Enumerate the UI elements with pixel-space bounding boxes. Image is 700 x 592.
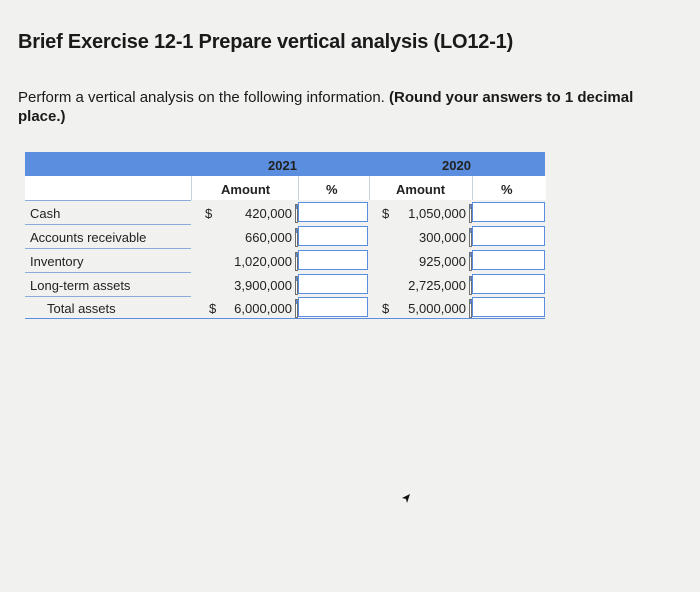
- row-divider: [25, 224, 191, 225]
- dollar-sign: $: [209, 301, 217, 316]
- pct-input-2020-accounts-receivable[interactable]: [472, 226, 545, 246]
- row-divider: [25, 248, 191, 249]
- amount-2020-long-term-assets: 2,725,000: [408, 278, 466, 293]
- amount-header-2020: Amount: [396, 182, 446, 197]
- instructions-text: Perform a vertical analysis on the following information.: [18, 89, 390, 106]
- row-divider: [25, 296, 191, 297]
- amount-2020-cash: 1,050,000: [408, 206, 466, 221]
- pct-input-2021-long-term-assets[interactable]: [298, 274, 368, 294]
- amount-header-2021: Amount: [221, 182, 271, 197]
- year-2020-header: 2020: [442, 158, 471, 173]
- row-label-accounts-receivable: Accounts receivable: [30, 230, 147, 245]
- pct-input-2021-inventory[interactable]: [298, 250, 368, 270]
- table-bottom-border: [25, 318, 545, 319]
- row-label-cash: Cash: [30, 206, 61, 221]
- pct-input-2021-accounts-receivable[interactable]: [298, 226, 368, 246]
- pct-input-2020-total-assets[interactable]: [472, 297, 545, 317]
- dollar-sign: $: [382, 301, 390, 316]
- year-2021-header: 2021: [268, 158, 297, 173]
- amount-2021-accounts-receivable: 660,000: [245, 230, 292, 245]
- instructions: [18, 88, 678, 126]
- row-label-long-term-assets: Long-term assets: [30, 278, 131, 293]
- pct-input-2021-cash[interactable]: [298, 202, 368, 222]
- amount-2020-accounts-receivable: 300,000: [419, 230, 466, 245]
- dollar-sign: $: [205, 206, 213, 221]
- vertical-analysis-table: [25, 152, 545, 318]
- pct-input-2020-long-term-assets[interactable]: [472, 274, 545, 294]
- header-cell-label: [25, 176, 191, 200]
- mouse-pointer-icon: [400, 493, 412, 505]
- instructions-rounding-note: (Round your answers to 1 decimal place.): [18, 89, 634, 125]
- dollar-sign: $: [382, 206, 390, 221]
- pct-input-2021-total-assets[interactable]: [298, 297, 368, 317]
- pct-input-2020-inventory[interactable]: [472, 250, 545, 270]
- amount-2021-cash: 420,000: [245, 206, 292, 221]
- amount-2021-inventory: 1,020,000: [234, 254, 292, 269]
- row-label-total-assets: Total assets: [47, 301, 116, 316]
- pct-header-2020: %: [501, 182, 513, 197]
- amount-2020-total-assets: 5,000,000: [408, 301, 466, 316]
- amount-2021-long-term-assets: 3,900,000: [234, 278, 292, 293]
- amount-2020-inventory: 925,000: [419, 254, 466, 269]
- row-divider: [25, 200, 191, 201]
- row-divider: [25, 272, 191, 273]
- amount-2021-total-assets: 6,000,000: [234, 301, 292, 316]
- page-title: Brief Exercise 12-1 Prepare vertical analysis (LO12-1): [18, 31, 514, 53]
- pct-input-2020-cash[interactable]: [472, 202, 545, 222]
- pct-header-2021: %: [326, 182, 338, 197]
- row-label-inventory: Inventory: [30, 254, 84, 269]
